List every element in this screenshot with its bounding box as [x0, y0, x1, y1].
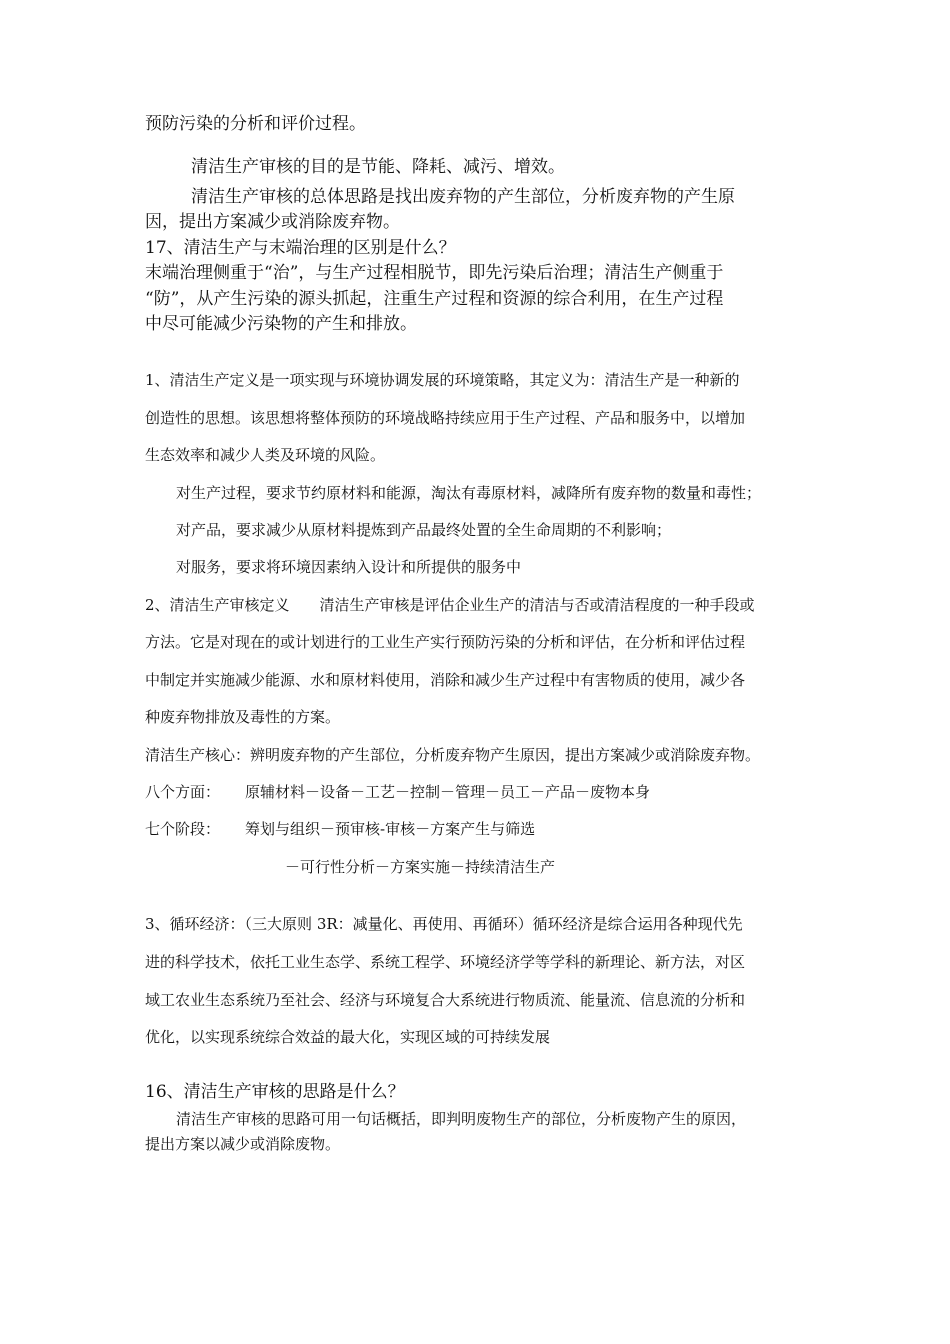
stages-label: 七个阶段：	[145, 820, 221, 838]
paragraph-line: 种废弃物排放及毒性的方案。	[145, 708, 341, 726]
paragraph-line: 对生产过程，要求节约原材料和能源，淘汰有毒原材料，减降所有废弃物的数量和毒性；	[176, 484, 762, 502]
paragraph-line: 因，提出方案减少或消除废弃物。	[145, 212, 400, 232]
paragraph-line: 清洁生产审核的思路可用一句话概括，即判明废物生产的部位，分析废物产生的原因，	[176, 1110, 747, 1128]
paragraph-line: 方法。它是对现在的或计划进行的工业生产实行预防污染的分析和评估，在分析和评估过程	[145, 633, 746, 651]
stages-value-continued: －可行性分析－方案实施－持续清洁生产	[285, 858, 556, 876]
question-heading: 16、清洁生产审核的思路是什么？	[145, 1082, 405, 1102]
paragraph-line: 3、循环经济：（三大原则 3R：减量化、再使用、再循环）循环经济是综合运用各种现代先	[145, 915, 743, 933]
paragraph-line: 1、清洁生产定义是一项实现与环境协调发展的环境策略，其定义为：清洁生产是一种新的	[145, 371, 740, 389]
paragraph-line: 清洁生产审核的总体思路是找出废弃物的产生部位，分析废弃物的产生原	[191, 187, 735, 207]
stages-value: 筹划与组织－预审核-审核－方案产生与筛选	[245, 820, 536, 838]
paragraph-line: 对产品，要求减少从原材料提炼到产品最终处置的全生命周期的不利影响；	[176, 521, 672, 539]
paragraph-line: 进的科学技术，依托工业生态学、系统工程学、环境经济学等学科的新理论、新方法，对区	[145, 953, 746, 971]
aspects-value: 原辅材料－设备－工艺－控制－管理－员工－产品－废物本身	[245, 783, 651, 801]
paragraph-line: 生态效率和减少人类及环境的风险。	[145, 446, 386, 464]
question-heading: 17、清洁生产与末端治理的区别是什么？	[145, 238, 456, 258]
paragraph-line: 中制定并实施减少能源、水和原材料使用，消除和减少生产过程中有害物质的使用，减少各	[145, 671, 746, 689]
paragraph-line: 2、清洁生产审核定义 清洁生产审核是评估企业生产的清洁与否或清洁程度的一种手段或	[145, 596, 755, 614]
aspects-label: 八个方面：	[145, 783, 221, 801]
paragraph-line: 优化，以实现系统综合效益的最大化，实现区域的可持续发展	[145, 1028, 551, 1046]
paragraph-line: 域工农业生态系统乃至社会、经济与环境复合大系统进行物质流、能量流、信息流的分析和	[145, 991, 746, 1009]
paragraph-line: 预防污染的分析和评价过程。	[145, 114, 366, 134]
paragraph-line: 末端治理侧重于“治”，与生产过程相脱节，即先污染后治理；清洁生产侧重于	[145, 263, 724, 283]
paragraph-line: 中尽可能减少污染物的产生和排放。	[145, 314, 417, 334]
paragraph-line: 创造性的思想。该思想将整体预防的环境战略持续应用于生产过程、产品和服务中，以增加	[145, 409, 746, 427]
paragraph-line: 清洁生产审核的目的是节能、降耗、减污、增效。	[191, 157, 565, 177]
paragraph-line: 对服务，要求将环境因素纳入设计和所提供的服务中	[176, 558, 522, 576]
paragraph-line: “防”，从产生污染的源头抓起，注重生产过程和资源的综合利用，在生产过程	[145, 289, 724, 309]
paragraph-line: 清洁生产核心：辨明废弃物的产生部位，分析废弃物产生原因，提出方案减少或消除废弃物。	[145, 746, 761, 764]
paragraph-line: 提出方案以减少或消除废物。	[145, 1135, 341, 1153]
